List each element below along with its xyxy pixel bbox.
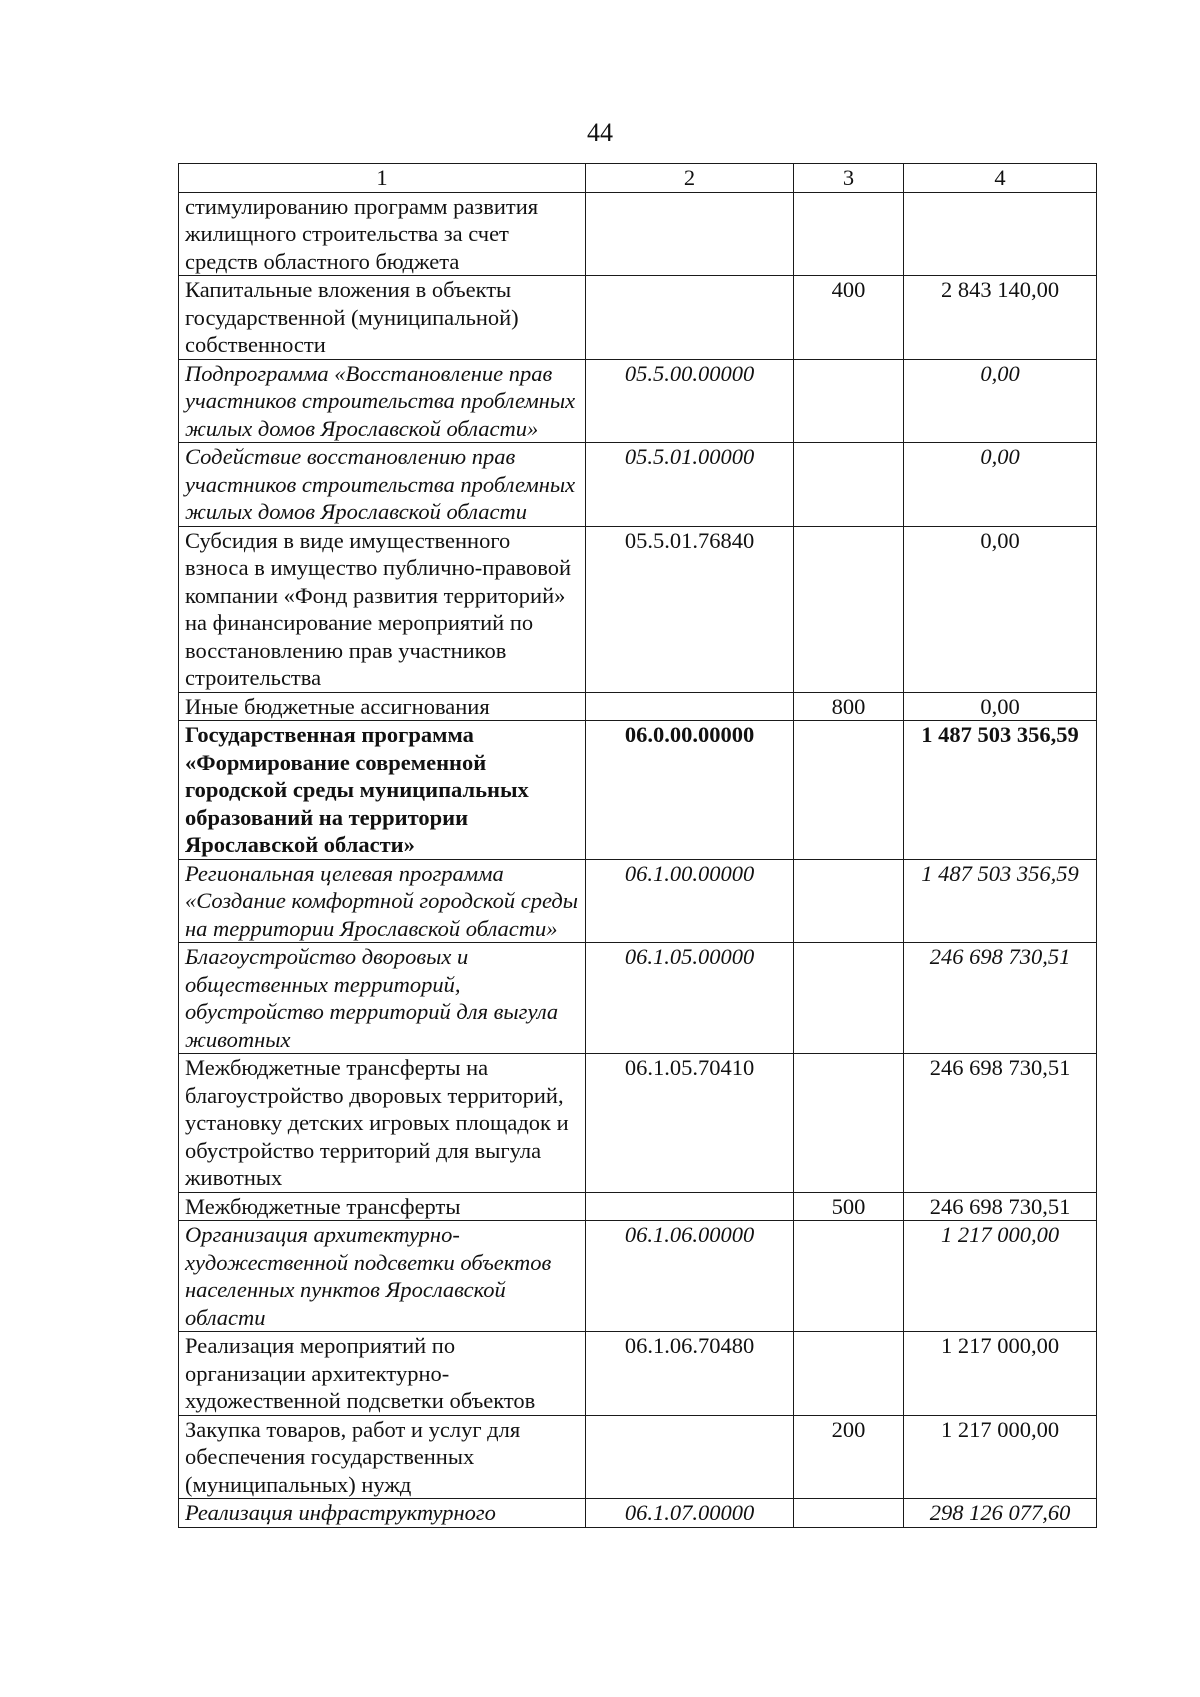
row-amount-cell: 298 126 077,60 xyxy=(904,1499,1097,1528)
row-name-cell: Содействие восстановлению прав участников строительства проблемных жилых домов Ярославской области xyxy=(179,443,586,527)
row-code-cell xyxy=(586,692,794,721)
row-name-cell: Государственная программа «Формирование современной городской среды муниципальных образований на территории Ярославской области» xyxy=(179,721,586,860)
row-code-cell: 05.5.01.00000 xyxy=(586,443,794,527)
row-type-cell: 400 xyxy=(794,276,904,360)
table-row xyxy=(179,1221,1097,1332)
row-amount-cell: 2 843 140,00 xyxy=(904,276,1097,360)
row-code-cell: 05.5.01.76840 xyxy=(586,526,794,692)
row-name-cell: Реализация инфраструктурного xyxy=(179,1499,586,1528)
row-code-cell: 06.1.06.70480 xyxy=(586,1332,794,1416)
column-header-3: 3 xyxy=(794,164,904,193)
table-header-row xyxy=(179,164,1097,193)
budget-table xyxy=(178,163,1097,1528)
row-name-cell: Межбюджетные трансферты на благоустройство дворовых территорий, установку детских игровых площадок и обустройство территорий для выгула животных xyxy=(179,1054,586,1193)
row-name-cell: стимулированию программ развития жилищного строительства за счет средств областного бюджета xyxy=(179,192,586,276)
table-row xyxy=(179,721,1097,860)
table-row xyxy=(179,276,1097,360)
row-type-cell xyxy=(794,859,904,943)
row-name-cell: Реализация мероприятий по организации архитектурно-художественной подсветки объектов xyxy=(179,1332,586,1416)
row-amount-cell: 246 698 730,51 xyxy=(904,1054,1097,1193)
row-amount-cell: 0,00 xyxy=(904,359,1097,443)
row-name-cell: Благоустройство дворовых и общественных территорий, обустройство территорий для выгула животных xyxy=(179,943,586,1054)
row-code-cell xyxy=(586,192,794,276)
row-amount-cell: 0,00 xyxy=(904,692,1097,721)
row-type-cell xyxy=(794,1499,904,1528)
row-amount-cell: 1 217 000,00 xyxy=(904,1415,1097,1499)
table-row xyxy=(179,1192,1097,1221)
row-type-cell xyxy=(794,1054,904,1193)
row-code-cell: 06.1.00.00000 xyxy=(586,859,794,943)
row-amount-cell: 246 698 730,51 xyxy=(904,1192,1097,1221)
row-code-cell: 06.1.05.00000 xyxy=(586,943,794,1054)
row-code-cell: 05.5.00.00000 xyxy=(586,359,794,443)
row-type-cell xyxy=(794,359,904,443)
row-type-cell xyxy=(794,943,904,1054)
row-name-cell: Организация архитектурно-художественной подсветки объектов населенных пунктов Ярославской области xyxy=(179,1221,586,1332)
row-type-cell xyxy=(794,192,904,276)
table-row xyxy=(179,943,1097,1054)
row-code-cell: 06.1.05.70410 xyxy=(586,1054,794,1193)
row-code-cell: 06.0.00.00000 xyxy=(586,721,794,860)
table-row xyxy=(179,1415,1097,1499)
row-type-cell: 500 xyxy=(794,1192,904,1221)
row-amount-cell: 1 487 503 356,59 xyxy=(904,859,1097,943)
row-amount-cell: 0,00 xyxy=(904,443,1097,527)
row-name-cell: Подпрограмма «Восстановление прав участников строительства проблемных жилых домов Ярославской области» xyxy=(179,359,586,443)
row-amount-cell xyxy=(904,192,1097,276)
row-amount-cell: 0,00 xyxy=(904,526,1097,692)
table-row xyxy=(179,192,1097,276)
row-code-cell: 06.1.07.00000 xyxy=(586,1499,794,1528)
row-type-cell xyxy=(794,1221,904,1332)
row-amount-cell: 246 698 730,51 xyxy=(904,943,1097,1054)
column-header-1: 1 xyxy=(179,164,586,193)
row-code-cell: 06.1.06.00000 xyxy=(586,1221,794,1332)
row-name-cell: Капитальные вложения в объекты государственной (муниципальной) собственности xyxy=(179,276,586,360)
row-type-cell xyxy=(794,443,904,527)
row-name-cell: Иные бюджетные ассигнования xyxy=(179,692,586,721)
row-type-cell xyxy=(794,721,904,860)
table-row xyxy=(179,1332,1097,1416)
row-name-cell: Субсидия в виде имущественного взноса в имущество публично-правовой компании «Фонд развития территорий» на финансирование мероприятий по восстановлению прав участников строительства xyxy=(179,526,586,692)
table-row xyxy=(179,1054,1097,1193)
page-number: 44 xyxy=(587,118,613,147)
row-code-cell xyxy=(586,1415,794,1499)
row-code-cell xyxy=(586,276,794,360)
column-header-2: 2 xyxy=(586,164,794,193)
table-row xyxy=(179,692,1097,721)
table-row xyxy=(179,526,1097,692)
row-type-cell: 800 xyxy=(794,692,904,721)
row-amount-cell: 1 217 000,00 xyxy=(904,1332,1097,1416)
row-amount-cell: 1 217 000,00 xyxy=(904,1221,1097,1332)
table-row xyxy=(179,859,1097,943)
row-type-cell xyxy=(794,1332,904,1416)
table-row xyxy=(179,359,1097,443)
row-amount-cell: 1 487 503 356,59 xyxy=(904,721,1097,860)
row-type-cell xyxy=(794,526,904,692)
table-row xyxy=(179,1499,1097,1528)
row-name-cell: Региональная целевая программа «Создание комфортной городской среды на территории Ярославской области» xyxy=(179,859,586,943)
row-code-cell xyxy=(586,1192,794,1221)
row-name-cell: Межбюджетные трансферты xyxy=(179,1192,586,1221)
row-type-cell: 200 xyxy=(794,1415,904,1499)
table-row xyxy=(179,443,1097,527)
column-header-4: 4 xyxy=(904,164,1097,193)
row-name-cell: Закупка товаров, работ и услуг для обеспечения государственных (муниципальных) нужд xyxy=(179,1415,586,1499)
